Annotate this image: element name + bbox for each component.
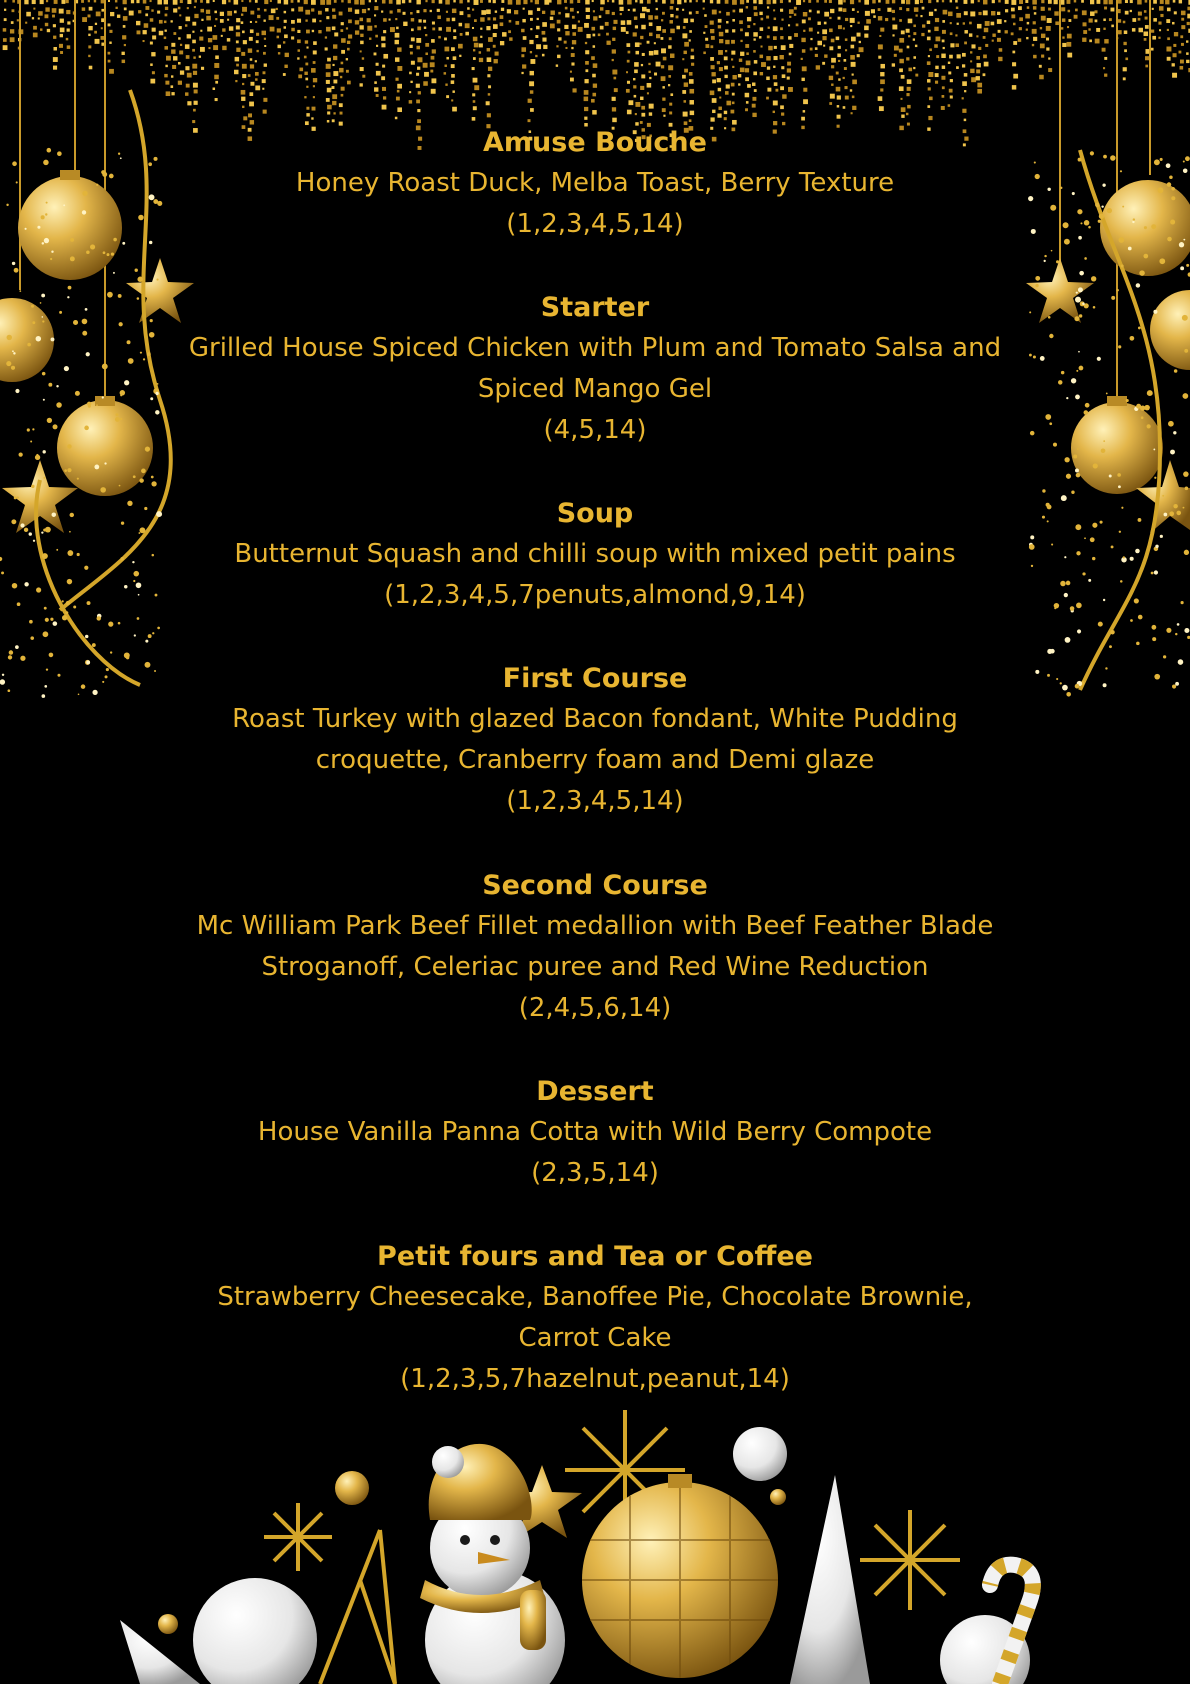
course-title: Petit fours and Tea or Coffee — [377, 1241, 813, 1272]
course-allergens: (1,2,3,4,5,14) — [506, 209, 684, 239]
course-description: Mc William Park Beef Fillet medallion with Beef Feather Blade — [196, 911, 994, 941]
course-description: Roast Turkey with glazed Bacon fondant, White Pudding — [232, 704, 958, 734]
course-description: House Vanilla Panna Cotta with Wild Berry Compote — [257, 1117, 933, 1147]
course-soup — [0, 493, 1190, 616]
course-allergens: (1,2,3,4,5,14) — [506, 786, 684, 816]
christmas-snowman-ornaments-icon — [120, 1410, 1033, 1684]
course-petit-fours — [0, 1236, 1190, 1400]
course-title: Soup — [556, 498, 634, 529]
course-first — [0, 658, 1190, 822]
course-starter — [0, 287, 1190, 451]
course-title: First Course — [502, 663, 688, 694]
course-allergens: (4,5,14) — [543, 415, 647, 445]
course-allergens: (1,2,3,5,7hazelnut,peanut,14) — [400, 1364, 790, 1394]
course-amuse-bouche — [0, 122, 1190, 245]
course-allergens: (2,3,5,14) — [531, 1158, 659, 1188]
course-description: croquette, Cranberry foam and Demi glaze — [315, 745, 875, 775]
course-description: Honey Roast Duck, Melba Toast, Berry Texture — [295, 168, 895, 198]
course-title: Amuse Bouche — [483, 127, 707, 158]
course-title: Dessert — [536, 1076, 654, 1107]
course-description: Strawberry Cheesecake, Banoffee Pie, Chocolate Brownie, — [217, 1282, 973, 1312]
course-description: Grilled House Spiced Chicken with Plum and Tomato Salsa and — [188, 333, 1002, 363]
course-dessert — [0, 1071, 1190, 1194]
course-second — [0, 865, 1190, 1029]
course-allergens: (1,2,3,4,5,7penuts,almond,9,14) — [384, 580, 806, 610]
course-description: Spiced Mango Gel — [477, 374, 713, 404]
course-allergens: (2,4,5,6,14) — [518, 993, 672, 1023]
course-description: Carrot Cake — [518, 1323, 672, 1353]
course-title: Second Course — [482, 870, 708, 901]
course-title: Starter — [540, 292, 650, 323]
course-description: Stroganoff, Celeriac puree and Red Wine Reduction — [261, 952, 929, 982]
course-description: Butternut Squash and chilli soup with mixed petit pains — [234, 539, 956, 569]
